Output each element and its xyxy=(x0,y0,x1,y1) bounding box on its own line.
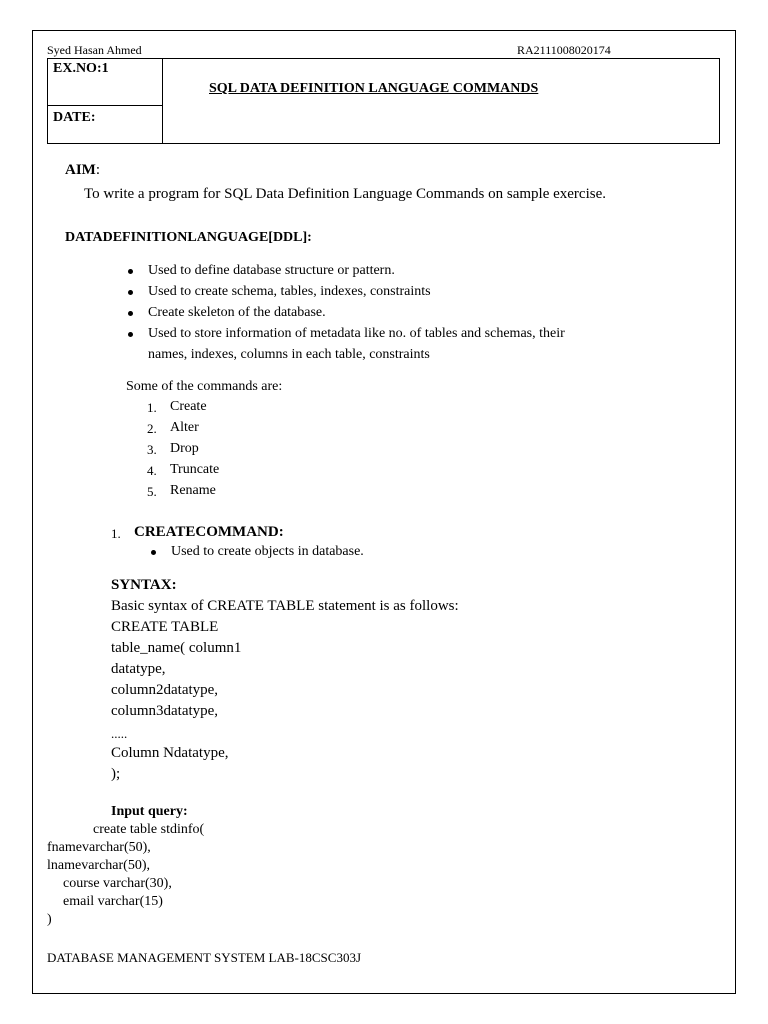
bullet-dot-icon xyxy=(128,332,133,337)
bullet-dot-icon xyxy=(151,550,156,555)
query-line: create table stdinfo( xyxy=(93,822,205,837)
command-number-3: 3. xyxy=(147,442,157,457)
bullet-dot-icon xyxy=(128,311,133,316)
bullet-dot-icon xyxy=(128,269,133,274)
syntax-heading: SYNTAX: xyxy=(111,577,177,593)
command-number-1: 1. xyxy=(147,400,157,415)
command-alter: Alter xyxy=(170,420,199,435)
query-line: ) xyxy=(47,912,52,927)
command-rename: Rename xyxy=(170,483,216,498)
ddl-bullet-4: Used to store information of metadata like no. of tables and schemas, their xyxy=(148,326,565,341)
syntax-line: column3datatype, xyxy=(111,703,219,719)
query-line: email varchar(15) xyxy=(63,894,163,909)
registration-number: RA2111008020174 xyxy=(517,43,611,57)
syntax-line: column2datatype, xyxy=(111,682,219,698)
syntax-line: datatype, xyxy=(111,661,166,677)
aim-text: To write a program for SQL Data Definition Language Commands on sample exercise. xyxy=(84,186,606,202)
create-command-number: 1. xyxy=(111,526,121,541)
syntax-line: Basic syntax of CREATE TABLE statement is as follows: xyxy=(111,598,459,614)
command-drop: Drop xyxy=(170,441,199,456)
syntax-ellipsis: ..... xyxy=(111,726,128,741)
query-line: course varchar(30), xyxy=(63,876,172,891)
command-truncate: Truncate xyxy=(170,462,220,477)
document-title: SQL DATA DEFINITION LANGUAGE COMMANDS xyxy=(209,81,539,96)
syntax-line: CREATE TABLE xyxy=(111,619,219,635)
command-create: Create xyxy=(170,399,207,414)
commands-intro: Some of the commands are: xyxy=(126,379,283,394)
syntax-line: table_name( column1 xyxy=(111,640,242,656)
query-line: lnamevarchar(50), xyxy=(47,858,150,873)
exercise-number: EX.NO:1 xyxy=(53,61,109,76)
command-number-5: 5. xyxy=(147,484,157,499)
create-command-bullet: Used to create objects in database. xyxy=(171,544,364,559)
aim-heading-wrap xyxy=(65,163,100,178)
syntax-line: Column Ndatatype, xyxy=(111,745,229,761)
aim-colon: : xyxy=(95,162,100,178)
date-label: DATE: xyxy=(53,110,96,125)
aim-heading: AIM xyxy=(65,162,96,178)
title-box xyxy=(47,58,720,144)
command-number-2: 2. xyxy=(147,421,157,436)
query-line: fnamevarchar(50), xyxy=(47,840,151,855)
command-number-4: 4. xyxy=(147,463,157,478)
input-query-heading: Input query: xyxy=(111,804,188,819)
ddl-bullet-4-continued: names, indexes, columns in each table, constraints xyxy=(148,347,430,362)
ddl-bullet-1: Used to define database structure or pattern. xyxy=(148,263,395,278)
footer-text: DATABASE MANAGEMENT SYSTEM LAB-18CSC303J xyxy=(47,950,361,965)
ddl-bullet-2: Used to create schema, tables, indexes, constraints xyxy=(148,284,431,299)
create-command-heading: CREATECOMMAND: xyxy=(134,524,284,540)
syntax-line: ); xyxy=(111,766,121,782)
ddl-heading: DATADEFINITIONLANGUAGE[DDL]: xyxy=(65,230,312,245)
ddl-bullet-3: Create skeleton of the database. xyxy=(148,305,326,320)
author-name: Syed Hasan Ahmed xyxy=(47,43,142,57)
title-box-divider xyxy=(48,105,163,106)
bullet-dot-icon xyxy=(128,290,133,295)
